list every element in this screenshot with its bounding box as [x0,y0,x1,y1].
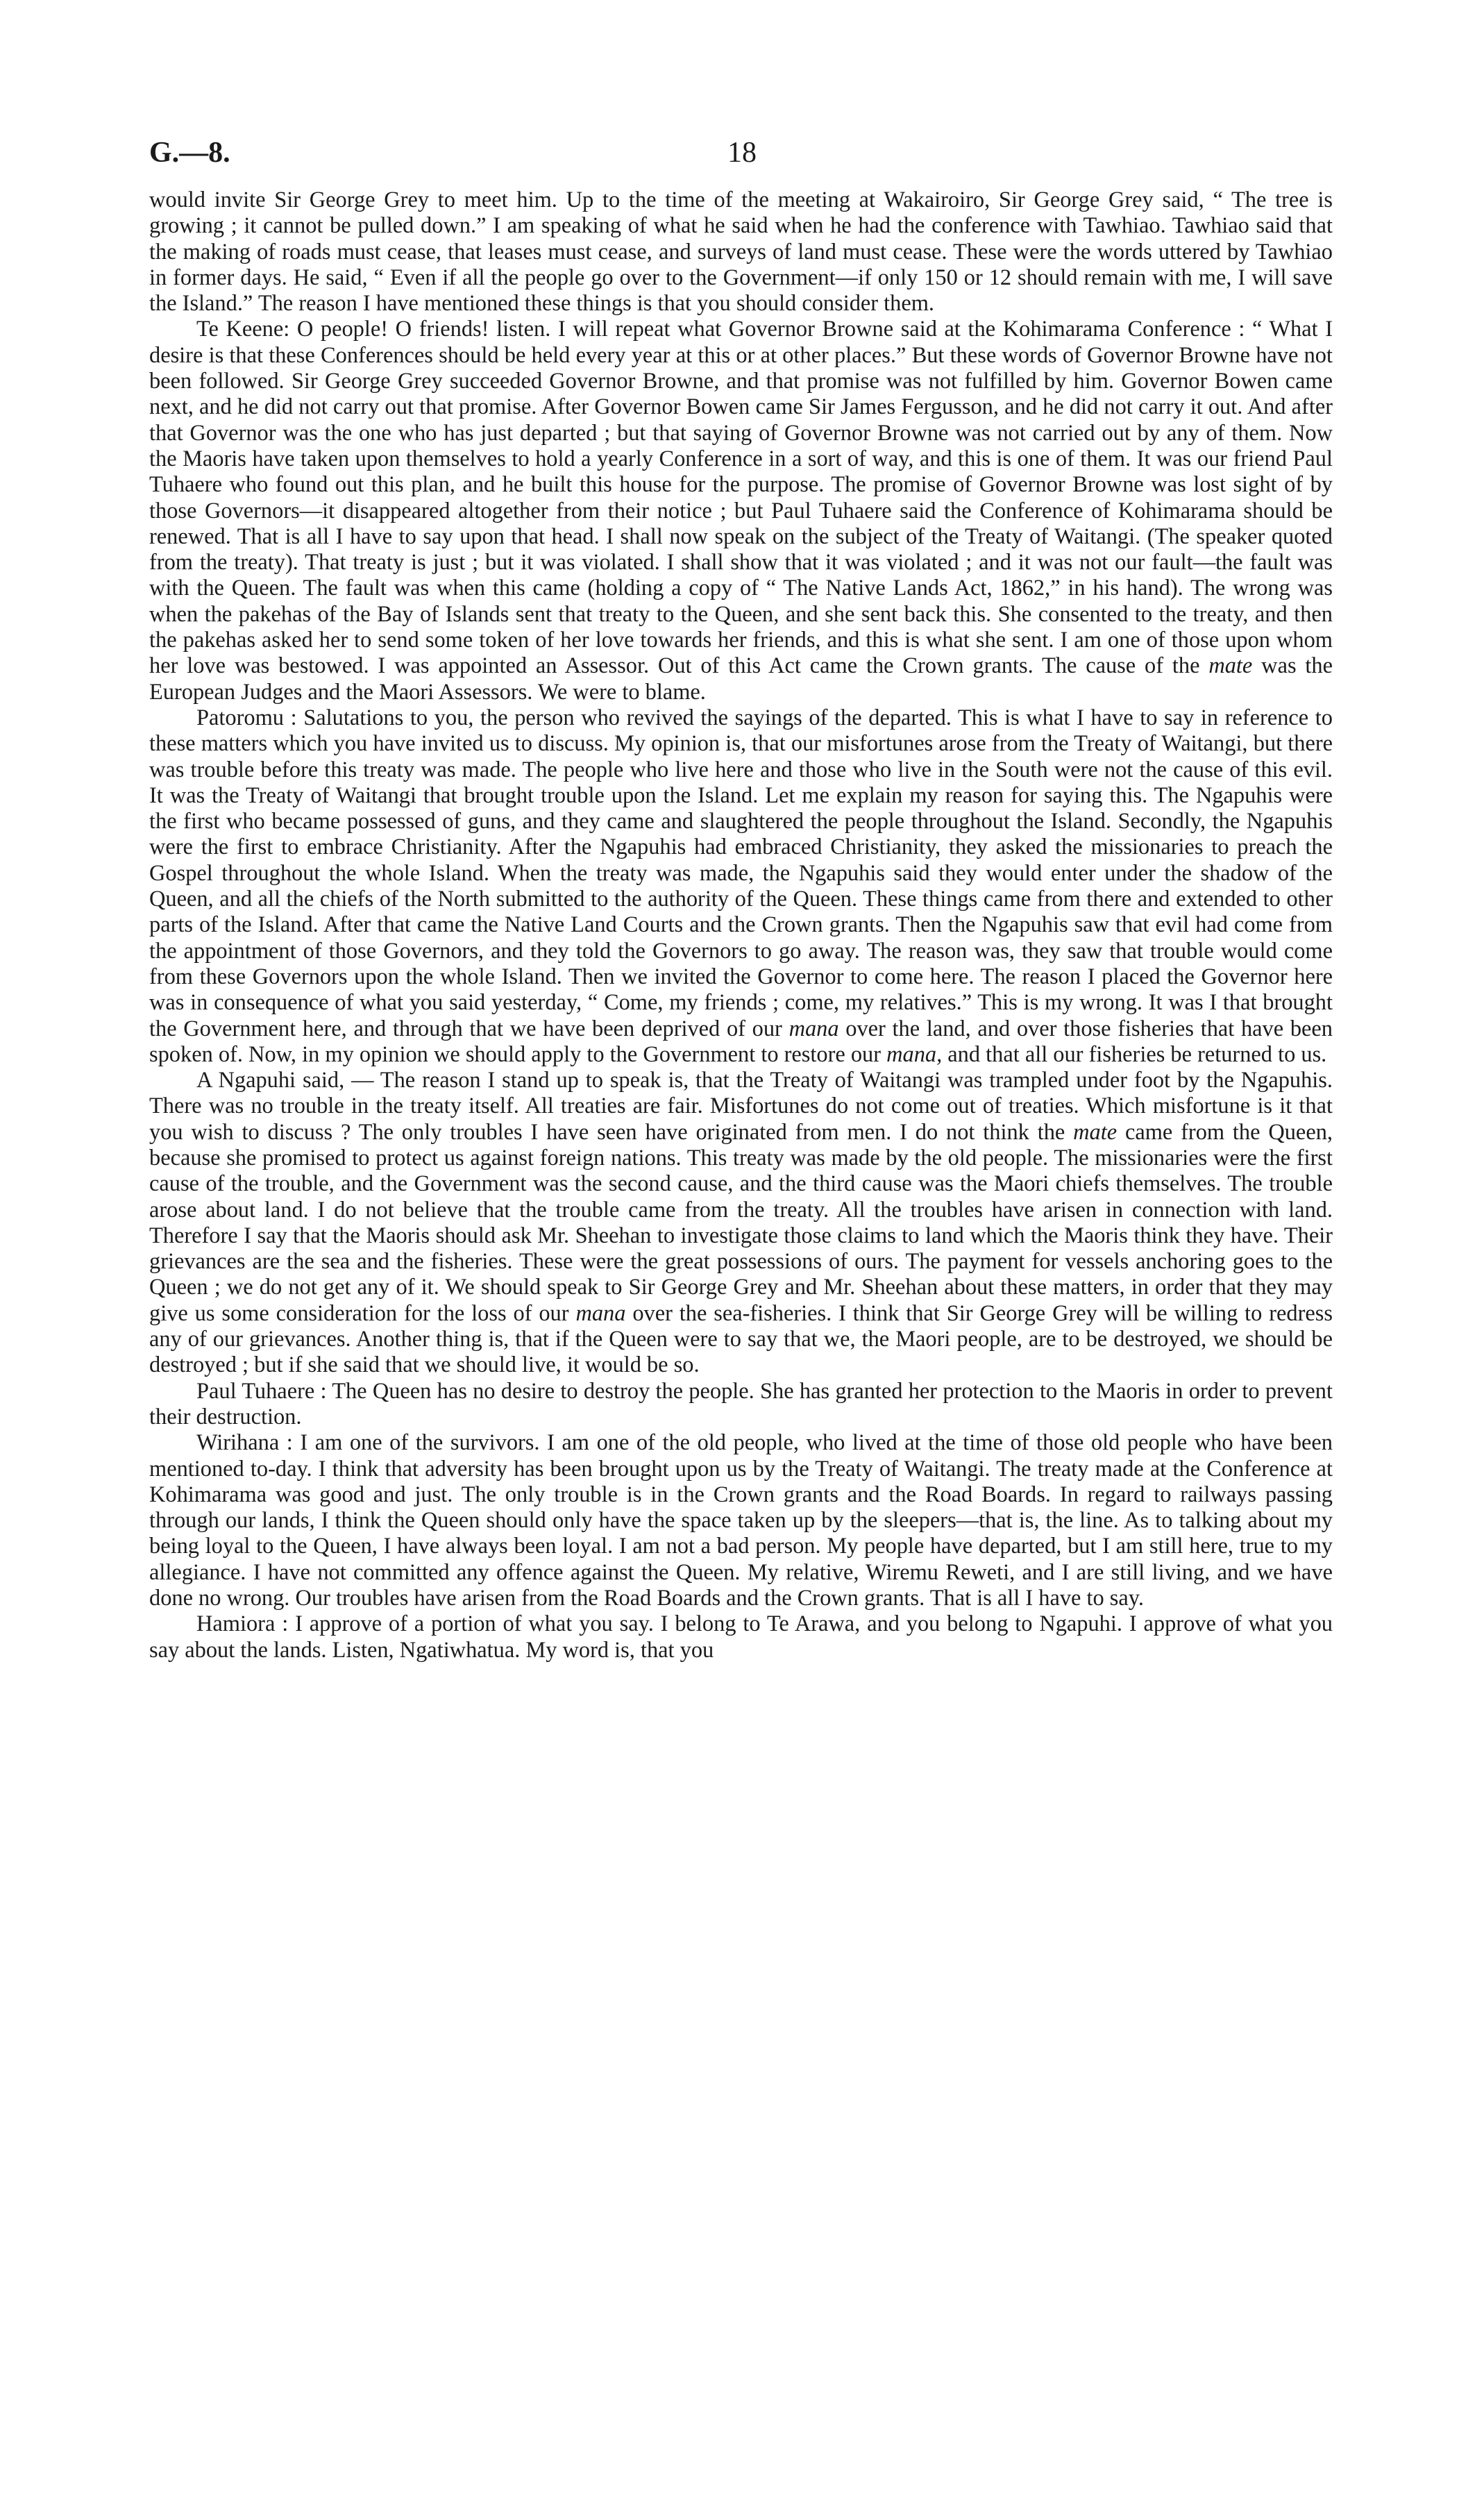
paragraph-text: Te Keene: O people! O friends! listen. I will repeat what Governor Browne said at the Kohimarama Conference : “ What I desire is that these Conferences should be held every year at this or at other places.” But these words of Governor Browne have not been followed. Sir George Grey succeeded Governor Browne, and that promise was not fulfilled by him. Governor Bowen came next, and he did not carry out that promise. After Governor Bowen came Sir James Fergusson, and he did not carry it out. And after that Governor was the one who has just departed ; but that saying of Governor Browne was not carried out by any of them. Now the Maoris have taken upon themselves to hold a yearly Conference in a sort of way, and this is one of them. It was our friend Paul Tuhaere who found out this plan, and he built this house for the purpose. The promise of Governor Browne was lost sight of by those Governors—it disappeared altogether from their notice ; but Paul Tuhaere said the Conference of Kohimarama should be renewed. That is all I have to say upon that head. I shall now speak on the subject of the Treaty of Waitangi. (The speaker quoted from the treaty). That treaty is just ; but it was violated. I shall show that it was violated ; and it was not our fault—the fault was with the Queen. The fault was when this came (holding a copy of “ The Native Lands Act, 1862,” in his hand). The wrong was when the pakehas of the Bay of Islands sent that treaty to the Queen, and she sent back this. She consented to the treaty, and then the pakehas asked her to send some token of her love towards her friends, and this is what she sent. I am one of those upon whom her love was bestowed. I was appointed an Assessor. Out of this Act came the Crown grants. The cause of the [149,317,1333,679]
paragraph-text: Patoromu : Salutations to you, the person who revived the sayings of the departed. This is what I have to say in reference to these matters which you have invited us to discuss. My opinion is, that our misfortunes arose from the Treaty of Waitangi, but there was trouble before this treaty was made. The people who live here and those who live in the South were not the cause of this evil. It was the Treaty of Waitangi that brought trouble upon the Island. Let me explain my reason for saying this. The Ngapuhis were the first who became possessed of guns, and they came and slaughtered the people throughout the Island. Secondly, the Ngapuhis were the first to embrace Christianity. After the Ngapuhis had embraced Christianity, they asked the missionaries to preach the Gospel throughout the whole Island. When the treaty was made, the Ngapuhis said they would enter under the shadow of the Queen, and all the chiefs of the North submitted to the authority of the Queen. These things came from there and extended to other parts of the Island. After that came the Native Land Courts and the Crown grants. Then the Ngapuhis saw that evil had come from the appointment of those Governors, and they told the Governors to go away. The reason was, they saw that trouble would come from these Governors upon the whole Island. Then we invited the Governor to come here. The reason I placed the Governor here was in consequence of what you said yesterday, “ Come, my friends ; come, my relatives.” This is my wrong. It was I that brought the Government here, and through that we have been deprived of our [149,705,1333,1041]
body-text [149,187,1333,1663]
paragraph-text: over the land, and over those fisheries that have been spoken of. Now, in my opinion we should apply to the Government to restore our [149,1016,1333,1067]
italic-term: mana, [886,1041,943,1067]
paragraph-text: Paul Tuhaere : The Queen has no desire to destroy the people. She has granted her protection to the Maoris in order to prevent their destruction. [149,1378,1333,1429]
paragraph-text: would invite Sir George Grey to meet him. Up to the time of the meeting at Wakairoiro, Sir George Grey said, “ The tree is growing ; it cannot be pulled down.” I am speaking of what he said when he had the conference with Tawhiao. Tawhiao said that the making of roads must cease, that leases must cease, and surveys of land must cease. These were the words uttered by Tawhiao in former days. He said, “ Even if all the people go over to the Government—if only 150 or 12 should remain with me, I will save the Island.” The reason I have mentioned these things is that you should consider them. [149,187,1333,317]
paragraph-text: A Ngapuhi said, — The reason I stand up to speak is, that the Treaty of Waitangi was trampled under foot by the Ngapuhis. There was no trouble in the treaty itself. All treaties are fair. Misfortunes do not come out of treaties. Which misfortune is it that you wish to discuss ? The only troubles I have seen have originated from men. I do not think the [149,1068,1333,1145]
page-number: 18 [727,137,757,169]
page-header [149,136,1335,178]
paragraph [149,1611,1333,1663]
paragraph-text: was the European Judges and the Maori Assessors. We were to blame. [149,653,1333,705]
paragraph-text: Hamiora : I approve of a portion of what you say. I belong to Te Arawa, and you belong to Ngapuhi. I approve of what you say about the lands. Listen, Ngatiwhatua. My word is, that you [149,1611,1333,1663]
paragraph-text: came from the Queen, because she promised to protect us against foreign nations. This treaty was made by the old people. The missionaries were the first cause of the trouble, and the Government was the second cause, and the third cause was the Maori chiefs themselves. The trouble arose about land. I do not believe that the trouble came from the treaty. All the troubles have arisen in connection with land. Therefore I say that the Maoris should ask Mr. Sheehan to investigate those claims to land which the Maoris think they have. Their grievances are the sea and the fisheries. These were the great possessions of ours. The payment for vessels anchoring goes to the Queen ; we do not get any of it. We should speak to Sir George Grey and Mr. Sheehan about these matters, in order that they may give us some consideration for the loss of our [149,1119,1333,1326]
paragraph-text: Wirihana : I am one of the survivors. I am one of the old people, who lived at the time of those old people who have been mentioned to-day. I think that adversity has been brought upon us by the Treaty of Waitangi. The treaty made at the Conference at Kohimarama was good and just. The only trouble is in the Crown grants and the Road Boards. In regard to railways passing through our lands, I think the Queen should only have the space taken up by the sleepers—that is, the line. As to talking about my being loyal to the Queen, I have always been loyal. I am not a bad person. My people have departed, but I am still here, true to my allegiance. I have not committed any offence against the Queen. My relative, Wiremu Reweti, and I are still living, and we have done no wrong. Our troubles have arisen from the Road Boards and the Crown grants. That is all I have to say. [149,1430,1333,1611]
italic-term: mate [1073,1119,1118,1145]
italic-term: mana [575,1300,626,1326]
paragraph [149,705,1333,1068]
document-reference: G.—8. [149,137,230,169]
paragraph [149,1068,1333,1379]
italic-term: mate [1208,653,1253,679]
paragraph [149,1430,1333,1611]
paragraph-text: and that all our fisheries be returned to us. [942,1041,1327,1067]
paragraph-text: over the sea-fisheries. I think that Sir George Grey will be willing to redress any of our grievances. Another thing is, that if the Queen were to say that we, the Maori people, are to be destroyed, we should be destroyed ; but if she said that we should live, it would be so. [149,1300,1333,1378]
paragraph [149,317,1333,705]
italic-term: mana [789,1016,839,1041]
paragraph [149,1379,1333,1431]
paragraph [149,187,1333,317]
